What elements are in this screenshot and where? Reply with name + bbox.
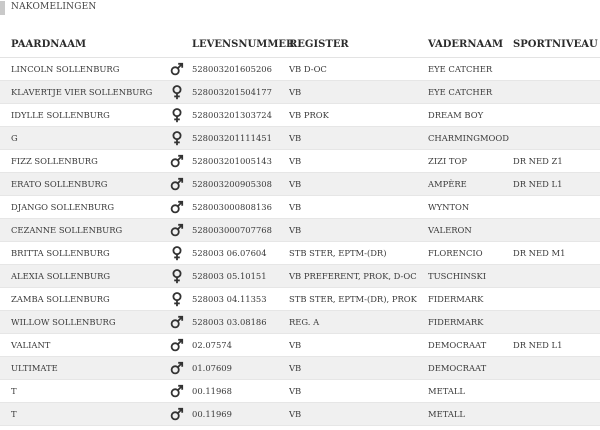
father-name: AMPÈRE <box>425 173 513 196</box>
male-symbol-icon <box>162 223 192 237</box>
life-number: 528003 04.11353 <box>192 288 289 311</box>
sex-cell <box>162 150 192 173</box>
register: VB <box>289 196 425 219</box>
sex-cell <box>162 357 192 380</box>
table-row[interactable] <box>0 288 600 311</box>
horse-name[interactable]: ULTIMATE <box>0 357 162 380</box>
sex-cell <box>162 81 192 104</box>
life-number: 00.11968 <box>192 380 289 403</box>
female-symbol-icon <box>162 292 192 307</box>
male-symbol-icon <box>162 361 192 375</box>
horse-name[interactable]: ALEXIA SOLLENBURG <box>0 265 162 288</box>
register: VB <box>289 380 425 403</box>
male-symbol-icon <box>162 200 192 214</box>
sport-level <box>513 288 600 311</box>
life-number: 528003 05.10151 <box>192 265 289 288</box>
table-row[interactable] <box>0 357 600 380</box>
life-number: 528003 03.08186 <box>192 311 289 334</box>
register: VB PROK <box>289 104 425 127</box>
sex-cell <box>162 173 192 196</box>
horse-name[interactable]: DJANGO SOLLENBURG <box>0 196 162 219</box>
sex-cell <box>162 242 192 265</box>
register: REG. A <box>289 311 425 334</box>
sex-cell <box>162 311 192 334</box>
life-number: 528003201504177 <box>192 81 289 104</box>
table-row[interactable] <box>0 380 600 403</box>
horse-name[interactable]: WILLOW SOLLENBURG <box>0 311 162 334</box>
female-symbol-icon <box>162 269 192 284</box>
sex-cell <box>162 127 192 150</box>
table-row[interactable] <box>0 403 600 426</box>
table-row[interactable] <box>0 242 600 265</box>
register: VB <box>289 334 425 357</box>
female-symbol-icon <box>162 108 192 123</box>
father-name: DEMOCRAAT <box>425 334 513 357</box>
life-number: 528003201111451 <box>192 127 289 150</box>
female-symbol-icon <box>162 85 192 100</box>
column-header-number: LEVENSNUMMER <box>192 31 289 58</box>
sex-cell <box>162 196 192 219</box>
sport-level: DR NED L1 <box>513 173 600 196</box>
horse-name[interactable]: VALIANT <box>0 334 162 357</box>
life-number: 528003201605206 <box>192 58 289 81</box>
sex-cell <box>162 265 192 288</box>
table-row[interactable] <box>0 150 600 173</box>
sport-level <box>513 127 600 150</box>
sex-cell <box>162 58 192 81</box>
father-name: FIDERMARK <box>425 288 513 311</box>
sex-cell <box>162 403 192 426</box>
horse-name[interactable]: ZAMBA SOLLENBURG <box>0 288 162 311</box>
register: STB STER, EPTM-(DR), PROK <box>289 288 425 311</box>
sport-level <box>513 104 600 127</box>
sport-level <box>513 380 600 403</box>
table-row[interactable] <box>0 311 600 334</box>
sport-level: DR NED L1 <box>513 334 600 357</box>
horse-name[interactable]: T <box>0 380 162 403</box>
horse-name[interactable]: CEZANNE SOLLENBURG <box>0 219 162 242</box>
father-name: ZIZI TOP <box>425 150 513 173</box>
sport-level <box>513 196 600 219</box>
section-accent-bar <box>0 1 5 15</box>
sex-cell <box>162 380 192 403</box>
table-row[interactable] <box>0 219 600 242</box>
male-symbol-icon <box>162 315 192 329</box>
father-name: EYE CATCHER <box>425 58 513 81</box>
table-row[interactable] <box>0 127 600 150</box>
life-number: 02.07574 <box>192 334 289 357</box>
life-number: 528003000808136 <box>192 196 289 219</box>
father-name: DREAM BOY <box>425 104 513 127</box>
register: VB <box>289 81 425 104</box>
section-title: NAKOMELINGEN <box>11 2 97 12</box>
table-row[interactable] <box>0 334 600 357</box>
sex-cell <box>162 104 192 127</box>
life-number: 00.11969 <box>192 403 289 426</box>
father-name: DEMOCRAAT <box>425 357 513 380</box>
father-name: TUSCHINSKI <box>425 265 513 288</box>
table-row[interactable] <box>0 58 600 81</box>
table-row[interactable] <box>0 196 600 219</box>
section-header <box>0 0 600 16</box>
table-row[interactable] <box>0 173 600 196</box>
life-number: 528003201005143 <box>192 150 289 173</box>
sport-level <box>513 58 600 81</box>
register: VB <box>289 150 425 173</box>
father-name: CHARMINGMOOD <box>425 127 513 150</box>
horse-name[interactable]: FIZZ SOLLENBURG <box>0 150 162 173</box>
horse-name[interactable]: T <box>0 403 162 426</box>
horse-name[interactable]: KLAVERTJE VIER SOLLENBURG <box>0 81 162 104</box>
male-symbol-icon <box>162 407 192 421</box>
horse-name[interactable]: LINCOLN SOLLENBURG <box>0 58 162 81</box>
sport-level <box>513 81 600 104</box>
female-symbol-icon <box>162 246 192 261</box>
register: VB <box>289 173 425 196</box>
column-header-sport: SPORTNIVEAU <box>513 31 600 58</box>
sex-cell <box>162 334 192 357</box>
register: VB <box>289 127 425 150</box>
horse-name[interactable]: G <box>0 127 162 150</box>
sex-cell <box>162 219 192 242</box>
column-header-father: VADERNAAM <box>425 31 513 58</box>
register: VB PREFERENT, PROK, D-OC <box>289 265 425 288</box>
life-number: 01.07609 <box>192 357 289 380</box>
register: VB <box>289 357 425 380</box>
father-name: METALL <box>425 403 513 426</box>
horse-name[interactable]: IDYLLE SOLLENBURG <box>0 104 162 127</box>
table-row[interactable] <box>0 104 600 127</box>
father-name: FIDERMARK <box>425 311 513 334</box>
father-name: VALERON <box>425 219 513 242</box>
life-number: 528003000707768 <box>192 219 289 242</box>
horse-name[interactable]: BRITTA SOLLENBURG <box>0 242 162 265</box>
column-header-register: REGISTER <box>289 31 425 58</box>
column-header-name: PAARDNAAM <box>0 31 162 58</box>
life-number: 528003200905308 <box>192 173 289 196</box>
sport-level: DR NED M1 <box>513 242 600 265</box>
table-row[interactable] <box>0 265 600 288</box>
father-name: FLORENCIO <box>425 242 513 265</box>
offspring-table <box>0 31 600 426</box>
register: STB STER, EPTM-(DR) <box>289 242 425 265</box>
sex-cell <box>162 288 192 311</box>
life-number: 528003201303724 <box>192 104 289 127</box>
father-name: EYE CATCHER <box>425 81 513 104</box>
table-row[interactable] <box>0 81 600 104</box>
register: VB D-OC <box>289 58 425 81</box>
column-header-sex <box>162 31 192 58</box>
sport-level <box>513 403 600 426</box>
horse-name[interactable]: ERATO SOLLENBURG <box>0 173 162 196</box>
sport-level <box>513 265 600 288</box>
male-symbol-icon <box>162 62 192 76</box>
register: VB <box>289 403 425 426</box>
table-header-row <box>0 31 600 58</box>
male-symbol-icon <box>162 154 192 168</box>
sport-level <box>513 219 600 242</box>
female-symbol-icon <box>162 131 192 146</box>
male-symbol-icon <box>162 338 192 352</box>
register: VB <box>289 219 425 242</box>
male-symbol-icon <box>162 177 192 191</box>
male-symbol-icon <box>162 384 192 398</box>
sport-level: DR NED Z1 <box>513 150 600 173</box>
father-name: WYNTON <box>425 196 513 219</box>
life-number: 528003 06.07604 <box>192 242 289 265</box>
sport-level <box>513 357 600 380</box>
father-name: METALL <box>425 380 513 403</box>
sport-level <box>513 311 600 334</box>
